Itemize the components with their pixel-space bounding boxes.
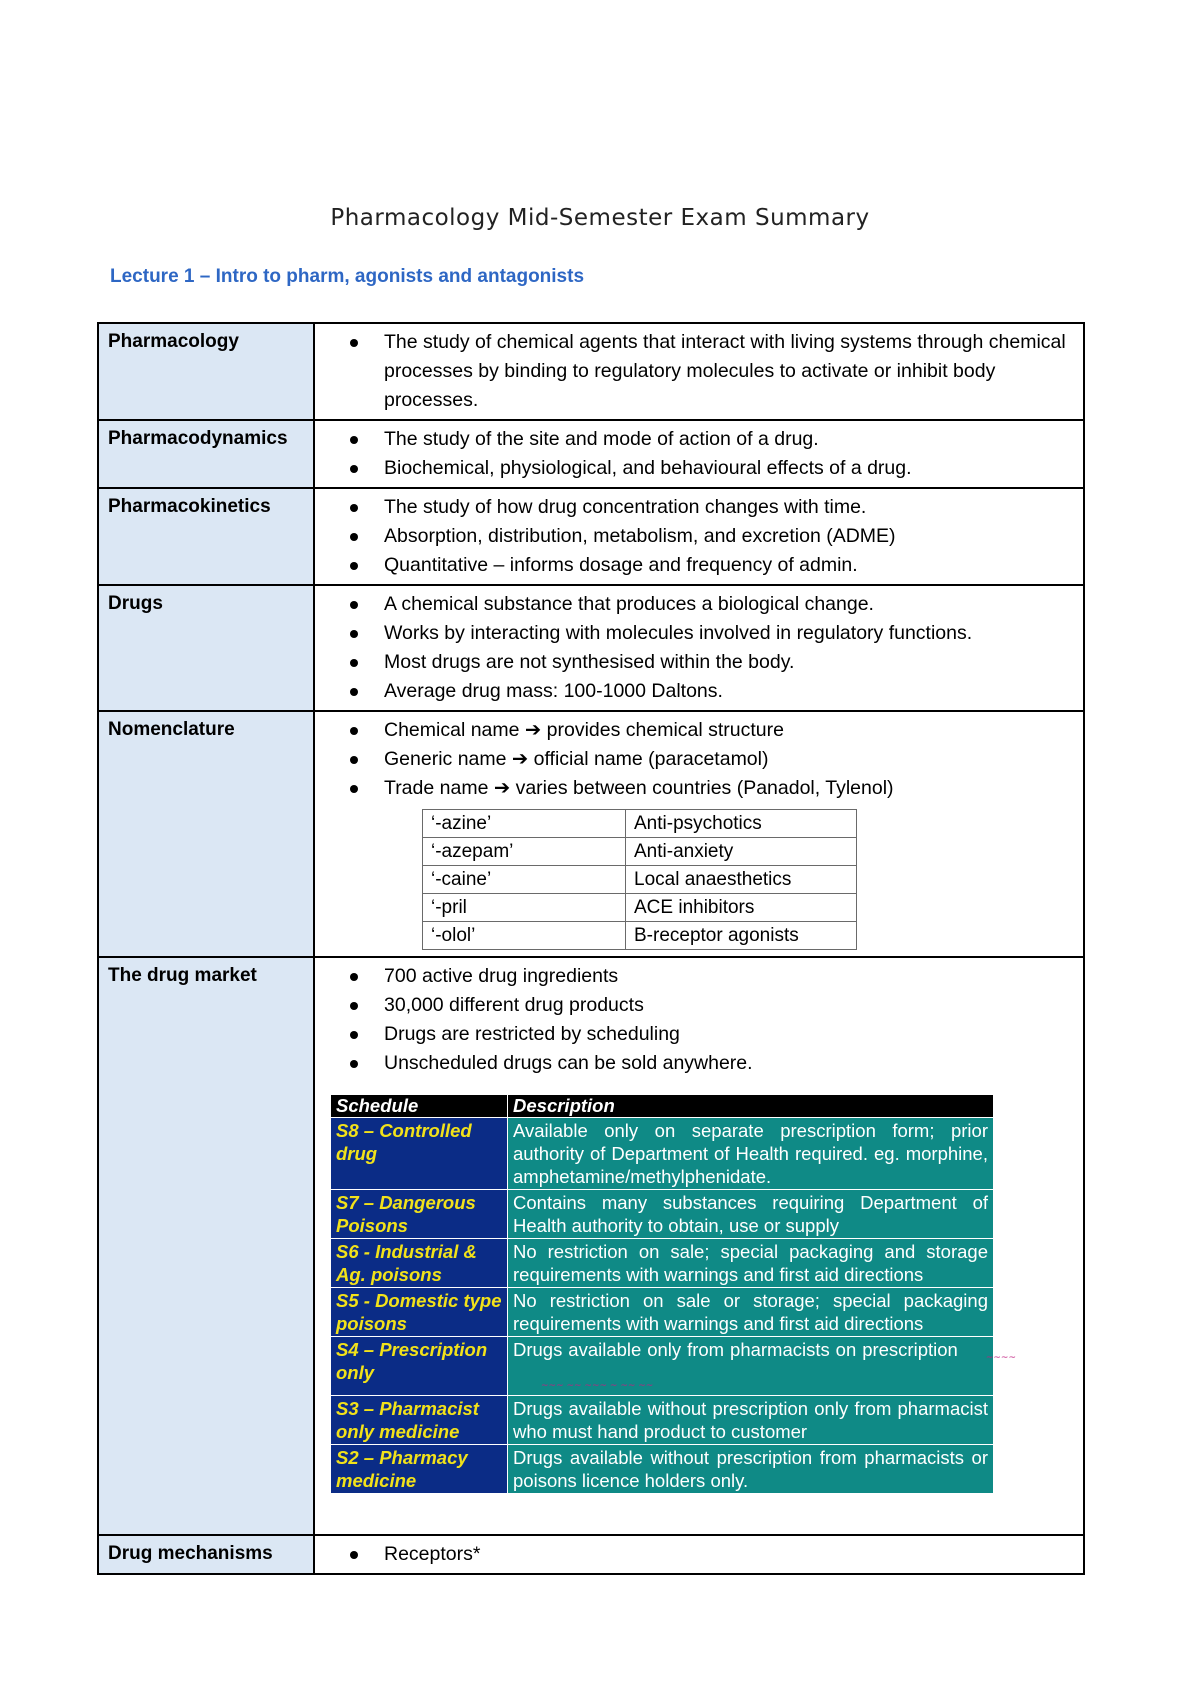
- suffix-meaning-cell: Β-receptor agonists: [626, 922, 857, 950]
- definition-cell: [314, 323, 1084, 420]
- term-cell: Pharmacodynamics: [98, 420, 314, 488]
- definition-cell: [314, 1535, 1084, 1574]
- schedule-name: S4 – Prescription only: [331, 1337, 508, 1396]
- schedule-name: S2 – Pharmacy medicine: [331, 1445, 508, 1494]
- list-item: Generic name ➔ official name (paracetamol): [384, 745, 1074, 774]
- suffix-meaning-cell: Anti-psychotics: [626, 810, 857, 838]
- bullet-list: [324, 962, 1074, 1078]
- suffix-meaning-cell: Anti-anxiety: [626, 838, 857, 866]
- term-cell: Pharmacology: [98, 323, 314, 420]
- list-item: The study of chemical agents that interact with living systems through chemical processes by binding to regulatory molecules to activate or inhibit body processes.: [384, 328, 1074, 415]
- summary-table: [97, 322, 1085, 1575]
- handwritten-annotation: ~~~~ ~~~ ~~ ~~~ ~ ~~ ~~: [541, 1353, 1016, 1391]
- schedule-description: No restriction on sale or storage; special packaging requirements with warnings and first aid directions: [508, 1288, 994, 1337]
- schedule-name: S3 – Pharmacist only medicine: [331, 1396, 508, 1445]
- list-item: The study of the site and mode of action of a drug.: [384, 425, 1074, 454]
- bullet-list: [324, 716, 1074, 803]
- schedule-description: Drugs available without prescription only from pharmacist who must hand product to customer: [508, 1396, 994, 1445]
- schedule-table: [330, 1094, 1016, 1494]
- schedule-name: S8 – Controlled drug: [331, 1118, 508, 1190]
- schedule-row: [331, 1337, 994, 1396]
- suffix-cell: ‘-pril: [423, 894, 626, 922]
- bullet-list: [324, 425, 1074, 483]
- definition-cell: [314, 420, 1084, 488]
- schedule-description: [508, 1337, 1016, 1396]
- list-item: Absorption, distribution, metabolism, and excretion (ADME): [384, 522, 1074, 551]
- table-row: [98, 323, 1084, 420]
- suffix-row: [423, 866, 857, 894]
- definition-cell: [314, 585, 1084, 711]
- table-row: [98, 711, 1084, 957]
- definition-cell: [314, 488, 1084, 585]
- list-item: The study of how drug concentration changes with time.: [384, 493, 1074, 522]
- schedule-row: [331, 1396, 994, 1445]
- schedule-description: Contains many substances requiring Department of Health authority to obtain, use or supply: [508, 1190, 994, 1239]
- definition-cell: [314, 957, 1084, 1535]
- list-item: Quantitative – informs dosage and frequency of admin.: [384, 551, 1074, 580]
- schedule-row: [331, 1190, 994, 1239]
- schedule-description: Available only on separate prescription form; prior authority of Department of Health required. eg. morphine, amphetamine/methylphenidate.: [508, 1118, 994, 1190]
- bullet-list: [324, 328, 1074, 415]
- suffix-row: [423, 922, 857, 950]
- suffix-cell: ‘-azepam’: [423, 838, 626, 866]
- table-row: [98, 1535, 1084, 1574]
- bullet-list: [324, 590, 1074, 706]
- definition-cell: [314, 711, 1084, 957]
- bullet-list: [324, 1540, 1074, 1569]
- schedule-row: [331, 1445, 994, 1494]
- term-cell: Pharmacokinetics: [98, 488, 314, 585]
- lecture-heading: Lecture 1 – Intro to pharm, agonists and antagonists: [110, 266, 585, 287]
- schedule-header: Schedule: [331, 1095, 508, 1118]
- list-item: 30,000 different drug products: [384, 991, 1074, 1020]
- schedule-name: S7 – Dangerous Poisons: [331, 1190, 508, 1239]
- list-item: Receptors*: [384, 1540, 1074, 1569]
- schedule-row: [331, 1118, 994, 1190]
- schedule-header-row: [331, 1095, 994, 1118]
- suffix-meaning-cell: ACE inhibitors: [626, 894, 857, 922]
- list-item: A chemical substance that produces a biological change.: [384, 590, 1074, 619]
- term-cell: Drug mechanisms: [98, 1535, 314, 1574]
- table-row: [98, 420, 1084, 488]
- term-cell: Drugs: [98, 585, 314, 711]
- table-row: [98, 488, 1084, 585]
- list-item: Drugs are restricted by scheduling: [384, 1020, 1074, 1049]
- schedule-description: Drugs available without prescription from pharmacists or poisons licence holders only.: [508, 1445, 994, 1494]
- suffix-cell: ‘-caine’: [423, 866, 626, 894]
- schedule-row: [331, 1239, 994, 1288]
- schedule-row: [331, 1288, 994, 1337]
- schedule-name: S6 - Industrial & Ag. poisons: [331, 1239, 508, 1288]
- list-item: Unscheduled drugs can be sold anywhere.: [384, 1049, 1074, 1078]
- term-cell: Nomenclature: [98, 711, 314, 957]
- description-header: Description: [508, 1095, 994, 1118]
- list-item: Most drugs are not synthesised within the body.: [384, 648, 1074, 677]
- suffix-row: [423, 838, 857, 866]
- suffix-row: [423, 894, 857, 922]
- term-cell: The drug market: [98, 957, 314, 1535]
- list-item: Average drug mass: 100-1000 Daltons.: [384, 677, 1074, 706]
- suffix-table: [422, 809, 857, 950]
- list-item: 700 active drug ingredients: [384, 962, 1074, 991]
- suffix-cell: ‘-azine’: [423, 810, 626, 838]
- table-row: [98, 585, 1084, 711]
- schedule-description: No restriction on sale; special packaging and storage requirements with warnings and first aid directions: [508, 1239, 994, 1288]
- list-item: Chemical name ➔ provides chemical structure: [384, 716, 1074, 745]
- table-row: [98, 957, 1084, 1535]
- document-title: Pharmacology Mid-Semester Exam Summary: [330, 205, 870, 231]
- suffix-meaning-cell: Local anaesthetics: [626, 866, 857, 894]
- suffix-row: [423, 810, 857, 838]
- suffix-cell: ‘-olol’: [423, 922, 626, 950]
- schedule-name: S5 - Domestic type poisons: [331, 1288, 508, 1337]
- list-item: Works by interacting with molecules involved in regulatory functions.: [384, 619, 1074, 648]
- list-item: Biochemical, physiological, and behavioural effects of a drug.: [384, 454, 1074, 483]
- bullet-list: [324, 493, 1074, 580]
- list-item: Trade name ➔ varies between countries (Panadol, Tylenol): [384, 774, 1074, 803]
- schedule-description-text: Drugs available only from pharmacists on prescription: [513, 1339, 958, 1360]
